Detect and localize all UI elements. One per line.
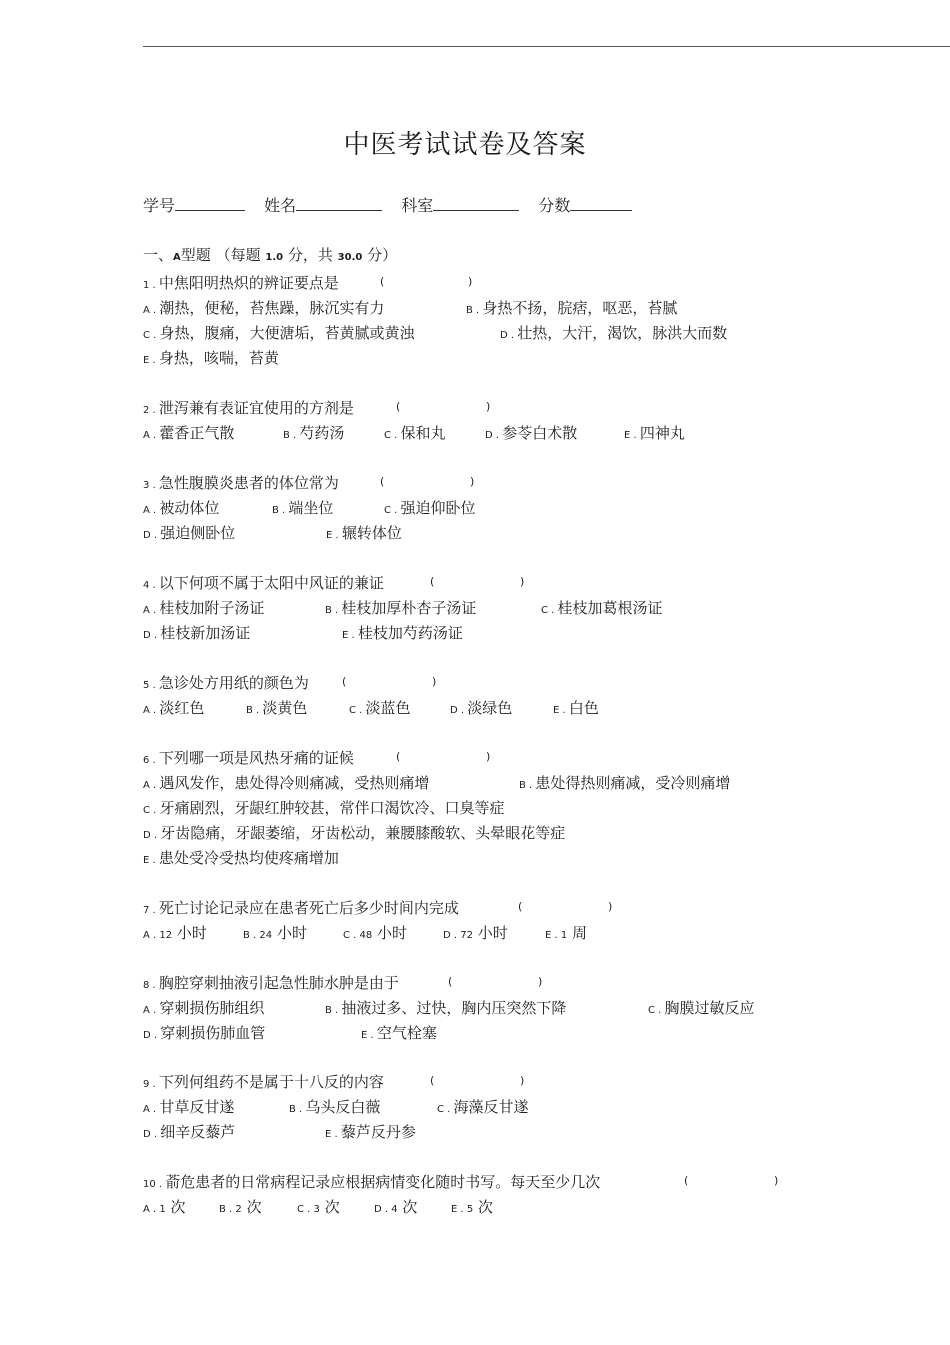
option-letter-dot: . — [492, 430, 503, 441]
question-number-dot: . — [149, 755, 159, 766]
option-a[interactable] — [143, 1096, 234, 1118]
option-c[interactable] — [648, 997, 755, 1019]
option-letter-dot: . — [331, 1129, 341, 1140]
option-letter: E — [451, 1204, 458, 1215]
question-number: 7 — [143, 905, 150, 916]
option-letter: B — [519, 780, 526, 791]
option-value: 24 — [259, 930, 273, 941]
option-c[interactable] — [349, 697, 411, 719]
question-text: 中焦阳明热炽的辨证要点是 — [158, 274, 339, 292]
option-value: 1 — [159, 1204, 166, 1215]
option-b[interactable] — [519, 772, 730, 794]
section-per-score: 1.0 — [265, 252, 284, 263]
option-text: 海藻反甘遂 — [453, 1098, 529, 1116]
option-value: 2 — [235, 1204, 242, 1215]
option-text: 淡黄色 — [262, 699, 308, 717]
question-stem — [143, 897, 459, 919]
option-letter-dot: . — [149, 1204, 160, 1215]
option-c[interactable] — [437, 1096, 529, 1118]
option-letter: A — [143, 1204, 150, 1215]
option-letter-dot: . — [149, 930, 160, 941]
option-e[interactable] — [553, 697, 599, 719]
option-b[interactable] — [325, 997, 566, 1019]
option-text: 桂枝加附子汤证 — [159, 599, 265, 617]
option-value: 3 — [313, 1204, 320, 1215]
option-letter-dot: . — [472, 305, 483, 316]
option-text: 强迫侧卧位 — [160, 524, 236, 542]
option-letter: A — [143, 430, 150, 441]
option-c[interactable] — [384, 422, 446, 444]
option-b[interactable] — [289, 1096, 380, 1118]
option-text: 抽液过多、过快，胸内压突然下降 — [341, 999, 567, 1017]
answer-paren-open: ( — [430, 575, 435, 588]
option-letter: E — [342, 630, 349, 641]
option-letter-dot: . — [149, 1005, 160, 1016]
option-letter-dot: . — [149, 805, 160, 816]
answer-paren-open: ( — [342, 675, 347, 688]
question-stem — [143, 747, 354, 769]
option-text: 患处受冷受热均使疼痛增加 — [158, 849, 339, 867]
option-letter-dot: . — [150, 1030, 161, 1041]
score-field — [538, 193, 632, 216]
option-letter-dot: . — [390, 505, 401, 516]
option-b[interactable] — [219, 1196, 262, 1218]
section-prefix: 一、 — [143, 246, 174, 264]
option-letter: D — [143, 830, 151, 841]
question-stem — [143, 1071, 384, 1093]
option-letter: D — [143, 1030, 151, 1041]
option-d[interactable] — [143, 1121, 235, 1143]
section-heading — [143, 244, 397, 265]
option-c[interactable] — [143, 322, 415, 344]
question-number-dot: . — [149, 405, 159, 416]
option-d[interactable] — [443, 922, 508, 944]
option-text: 桂枝新加汤证 — [160, 624, 251, 642]
option-text: 穿刺损伤肺组织 — [159, 999, 265, 1017]
option-letter: B — [243, 930, 250, 941]
option-letter: B — [246, 705, 253, 716]
option-letter: A — [143, 930, 150, 941]
option-a[interactable] — [143, 297, 384, 319]
option-text: 身热不扬，脘痞，呕恶，苔腻 — [482, 299, 678, 317]
question-number: 5 — [143, 680, 150, 691]
option-letter: C — [384, 430, 391, 441]
option-letter-dot: . — [525, 780, 536, 791]
option-d[interactable] — [450, 697, 512, 719]
option-text: 保和丸 — [400, 424, 446, 442]
option-text: 藜芦反丹参 — [340, 1123, 416, 1141]
field-label: 科室 — [401, 196, 434, 215]
option-text: 白色 — [568, 699, 599, 717]
option-letter: B — [466, 305, 473, 316]
option-a[interactable] — [143, 422, 234, 444]
option-letter: C — [143, 805, 150, 816]
option-letter-dot: . — [507, 330, 518, 341]
option-value: 12 — [159, 930, 173, 941]
option-letter: E — [325, 1129, 332, 1140]
option-text: 次 — [324, 1198, 340, 1216]
option-d[interactable] — [143, 522, 235, 544]
question-number-dot: . — [149, 280, 159, 291]
option-letter: C — [437, 1104, 444, 1115]
answer-paren-open: ( — [518, 900, 523, 913]
department-blank[interactable] — [433, 196, 519, 211]
answer-paren-open: ( — [430, 1074, 435, 1087]
option-d[interactable] — [143, 822, 565, 844]
answer-paren-open: ( — [396, 400, 401, 413]
option-text: 端坐位 — [288, 499, 334, 517]
option-letter-dot: . — [249, 930, 260, 941]
option-e[interactable] — [143, 347, 279, 369]
option-text: 桂枝加厚朴杏子汤证 — [341, 599, 477, 617]
option-letter: A — [143, 705, 150, 716]
option-letter-dot: . — [150, 630, 161, 641]
option-text: 次 — [478, 1198, 494, 1216]
department-field — [401, 193, 519, 216]
option-text: 次 — [170, 1198, 186, 1216]
question-text: 胸腔穿刺抽液引起急性肺水肿是由于 — [158, 974, 399, 992]
section-close: 分） — [367, 246, 398, 264]
question-stem — [143, 397, 354, 419]
option-letter-dot: . — [149, 780, 160, 791]
option-letter-dot: . — [630, 430, 640, 441]
option-letter-dot: . — [303, 1204, 314, 1215]
answer-paren-close: ) — [432, 675, 437, 688]
question-number: 3 — [143, 480, 150, 491]
option-letter: E — [361, 1030, 368, 1041]
option-d[interactable] — [500, 322, 727, 344]
option-letter-dot: . — [332, 530, 342, 541]
option-letter: C — [343, 930, 350, 941]
name-field — [264, 193, 382, 216]
option-letter-dot: . — [381, 1204, 392, 1215]
option-text: 穿刺损伤肺血管 — [160, 1024, 266, 1042]
section-open: （每题 — [215, 246, 261, 264]
option-letter-dot: . — [149, 505, 160, 516]
option-a[interactable] — [143, 697, 204, 719]
option-b[interactable] — [243, 922, 307, 944]
option-value: 48 — [359, 930, 373, 941]
question-stem — [143, 572, 384, 594]
option-letter: D — [450, 705, 458, 716]
answer-paren-close: ) — [520, 575, 525, 588]
question-number: 4 — [143, 580, 150, 591]
question-number: 2 — [143, 405, 150, 416]
option-letter-dot: . — [149, 605, 160, 616]
answer-paren-open: ( — [448, 975, 453, 988]
option-letter-dot: . — [252, 705, 263, 716]
option-letter: E — [553, 705, 560, 716]
option-text: 小时 — [276, 924, 307, 942]
option-letter: D — [374, 1204, 382, 1215]
option-letter: A — [143, 780, 150, 791]
option-letter: C — [541, 605, 548, 616]
option-letter: A — [143, 505, 150, 516]
option-letter: D — [443, 930, 451, 941]
option-c[interactable] — [541, 597, 663, 619]
option-letter-dot: . — [331, 605, 342, 616]
option-text: 强迫仰卧位 — [400, 499, 476, 517]
option-text: 次 — [402, 1198, 418, 1216]
option-letter: A — [143, 1005, 150, 1016]
option-text: 患处得热则痛减，受冷则痛增 — [535, 774, 731, 792]
option-text: 潮热，便秘，苔焦躁，脉沉实有力 — [159, 299, 385, 317]
question-stem — [143, 1171, 600, 1193]
question-number-dot: . — [155, 1179, 166, 1190]
field-label: 分数 — [538, 196, 571, 215]
answer-paren-close: ) — [538, 975, 543, 988]
option-text: 周 — [572, 924, 588, 942]
option-letter: B — [325, 605, 332, 616]
option-letter-dot: . — [295, 1104, 306, 1115]
question-text: 急性腹膜炎患者的体位常为 — [158, 474, 339, 492]
option-d[interactable] — [374, 1196, 417, 1218]
option-letter-dot: . — [289, 430, 300, 441]
option-e[interactable] — [143, 847, 339, 869]
option-letter-dot: . — [149, 330, 160, 341]
option-text: 四神丸 — [639, 424, 685, 442]
option-value: 4 — [391, 1204, 398, 1215]
option-letter: A — [143, 1104, 150, 1115]
option-text: 藿香正气散 — [159, 424, 235, 442]
option-value: 1 — [560, 930, 568, 941]
question-stem — [143, 272, 339, 294]
header-rule — [143, 46, 950, 47]
option-text: 甘草反甘遂 — [159, 1098, 235, 1116]
question-number: 8 — [143, 980, 150, 991]
question-text: 以下何项不属于太阳中风证的兼证 — [158, 574, 384, 592]
field-label: 学号 — [143, 196, 176, 215]
option-text: 身热，腹痛，大便溏垢，苔黄腻或黄浊 — [159, 324, 415, 342]
question-stem — [143, 672, 309, 694]
option-e[interactable] — [326, 522, 402, 544]
option-letter-dot: . — [150, 1129, 161, 1140]
option-a[interactable] — [143, 1196, 186, 1218]
option-c[interactable] — [143, 797, 505, 819]
option-d[interactable] — [143, 622, 250, 644]
question-number-dot: . — [149, 680, 159, 691]
option-text: 空气栓塞 — [376, 1024, 437, 1042]
option-letter: D — [143, 1129, 151, 1140]
option-letter: D — [485, 430, 493, 441]
option-text: 辗转体位 — [341, 524, 402, 542]
option-e[interactable] — [451, 1196, 493, 1218]
option-text: 芍药汤 — [299, 424, 345, 442]
option-letter: B — [325, 1005, 332, 1016]
option-e[interactable] — [545, 922, 587, 944]
option-letter: C — [143, 330, 150, 341]
field-label: 姓名 — [264, 196, 297, 215]
question-text: 急诊处方用纸的颜色为 — [158, 674, 309, 692]
answer-paren-open: ( — [396, 750, 401, 763]
option-letter: E — [326, 530, 333, 541]
option-c[interactable] — [384, 497, 476, 519]
option-letter-dot: . — [443, 1104, 454, 1115]
question-text: 泄泻兼有表证宜使用的方剂是 — [158, 399, 354, 417]
option-c[interactable] — [343, 922, 407, 944]
question-number: 9 — [143, 1079, 150, 1090]
section-type-code: A — [173, 252, 181, 263]
name-blank[interactable] — [296, 196, 382, 211]
option-letter: A — [143, 305, 150, 316]
option-letter-dot: . — [225, 1204, 236, 1215]
section-type-label: 型题 — [180, 246, 211, 264]
option-text: 小时 — [477, 924, 508, 942]
option-letter: C — [384, 505, 391, 516]
option-letter-dot: . — [331, 1005, 342, 1016]
option-letter: E — [143, 355, 150, 366]
option-letter-dot: . — [547, 605, 558, 616]
option-b[interactable] — [325, 597, 476, 619]
option-value: 72 — [460, 930, 473, 941]
option-b[interactable] — [246, 697, 307, 719]
page-title: 中医考试试卷及答案 — [343, 130, 587, 160]
option-text: 参苓白术散 — [502, 424, 578, 442]
question-stem — [143, 472, 339, 494]
option-letter-dot: . — [149, 705, 160, 716]
option-text: 淡红色 — [159, 699, 205, 717]
option-e[interactable] — [325, 1121, 416, 1143]
score-blank[interactable] — [570, 196, 632, 211]
option-letter: E — [624, 430, 631, 441]
option-letter-dot: . — [149, 1104, 160, 1115]
option-letter-dot: . — [149, 430, 160, 441]
option-text: 牙齿隐痛，牙龈萎缩，牙齿松动，兼腰膝酸软、头晕眼花等症 — [160, 824, 566, 842]
answer-paren-close: ) — [608, 900, 613, 913]
question-number: 10 — [143, 1179, 156, 1190]
option-letter-dot: . — [348, 630, 358, 641]
question-number-dot: . — [149, 980, 159, 991]
option-letter-dot: . — [149, 855, 159, 866]
option-text: 胸膜过敏反应 — [664, 999, 755, 1017]
answer-paren-open: ( — [380, 275, 385, 288]
option-letter: D — [143, 530, 151, 541]
option-text: 淡蓝色 — [365, 699, 411, 717]
option-letter-dot: . — [457, 1204, 467, 1215]
option-letter-dot: . — [150, 830, 161, 841]
option-letter-dot: . — [450, 930, 461, 941]
option-letter-dot: . — [149, 305, 160, 316]
option-text: 桂枝加芍药汤证 — [357, 624, 463, 642]
option-text: 桂枝加葛根汤证 — [557, 599, 663, 617]
question-number-dot: . — [149, 1079, 159, 1090]
option-b[interactable] — [272, 497, 333, 519]
option-letter: D — [500, 330, 508, 341]
option-letter: E — [143, 855, 150, 866]
option-text: 被动体位 — [159, 499, 220, 517]
student-info-fields — [143, 193, 646, 216]
option-letter: B — [289, 1104, 296, 1115]
question-text: 死亡讨论记录应在患者死亡后多少时间内完成 — [158, 899, 459, 917]
option-d[interactable] — [143, 1022, 265, 1044]
answer-paren-close: ) — [468, 275, 473, 288]
section-total-score: 30.0 — [337, 252, 363, 263]
option-letter: A — [143, 605, 150, 616]
option-value: 5 — [466, 1204, 474, 1215]
option-letter-dot: . — [150, 530, 161, 541]
option-letter: C — [349, 705, 356, 716]
option-letter-dot: . — [149, 355, 159, 366]
question-number-dot: . — [149, 580, 159, 591]
option-e[interactable] — [342, 622, 463, 644]
option-letter: D — [143, 630, 151, 641]
option-letter-dot: . — [551, 930, 561, 941]
option-letter: E — [545, 930, 552, 941]
option-letter-dot: . — [390, 430, 401, 441]
option-text: 细辛反藜芦 — [160, 1123, 236, 1141]
student-id-blank[interactable] — [175, 196, 245, 211]
answer-paren-close: ) — [520, 1074, 525, 1087]
option-text: 小时 — [176, 924, 207, 942]
question-number: 6 — [143, 755, 150, 766]
section-mid: 分，共 — [287, 246, 333, 264]
option-letter: C — [297, 1204, 304, 1215]
option-a[interactable] — [143, 772, 429, 794]
option-letter-dot: . — [355, 705, 366, 716]
option-text: 壮热，大汗，渴饮，脉洪大而数 — [517, 324, 728, 342]
answer-paren-close: ) — [470, 475, 475, 488]
answer-paren-close: ) — [486, 750, 491, 763]
option-letter: B — [283, 430, 290, 441]
question-number: 1 — [143, 280, 150, 291]
student-id-field — [143, 193, 245, 216]
question-text: 下列何组药不是属于十八反的内容 — [158, 1073, 384, 1091]
option-a[interactable] — [143, 922, 207, 944]
question-text: 萮危患者的日常病程记录应根据病情变化随时书写。每天至少几次 — [165, 1173, 601, 1191]
option-letter: B — [219, 1204, 226, 1215]
option-a[interactable] — [143, 997, 264, 1019]
question-text: 下列哪一项是风热牙痛的证候 — [158, 749, 354, 767]
answer-paren-close: ) — [486, 400, 491, 413]
option-text: 次 — [246, 1198, 262, 1216]
option-text: 小时 — [377, 924, 408, 942]
question-number-dot: . — [149, 905, 159, 916]
option-letter: B — [272, 505, 279, 516]
answer-paren-open: ( — [380, 475, 385, 488]
answer-paren-close: ) — [774, 1174, 779, 1187]
option-letter-dot: . — [457, 705, 468, 716]
option-text: 乌头反白薇 — [305, 1098, 381, 1116]
option-b[interactable] — [466, 297, 677, 319]
option-c[interactable] — [297, 1196, 340, 1218]
answer-paren-open: ( — [684, 1174, 689, 1187]
option-letter-dot: . — [367, 1030, 377, 1041]
option-letter-dot: . — [559, 705, 569, 716]
option-a[interactable] — [143, 497, 219, 519]
option-letter: C — [648, 1005, 655, 1016]
option-text: 身热，咳喘，苔黄 — [158, 349, 279, 367]
option-text: 淡绿色 — [467, 699, 513, 717]
option-letter-dot: . — [278, 505, 289, 516]
option-a[interactable] — [143, 597, 264, 619]
question-stem — [143, 972, 399, 994]
option-b[interactable] — [283, 422, 344, 444]
option-e[interactable] — [624, 422, 685, 444]
option-d[interactable] — [485, 422, 577, 444]
option-e[interactable] — [361, 1022, 437, 1044]
question-number-dot: . — [149, 480, 159, 491]
option-text: 牙痛剧烈，牙龈红肿较甚，常伴口渴饮冷、口臭等症 — [159, 799, 505, 817]
option-text: 遇风发作，患处得冷则痛减，受热则痛增 — [159, 774, 430, 792]
option-letter-dot: . — [349, 930, 360, 941]
option-letter-dot: . — [654, 1005, 665, 1016]
